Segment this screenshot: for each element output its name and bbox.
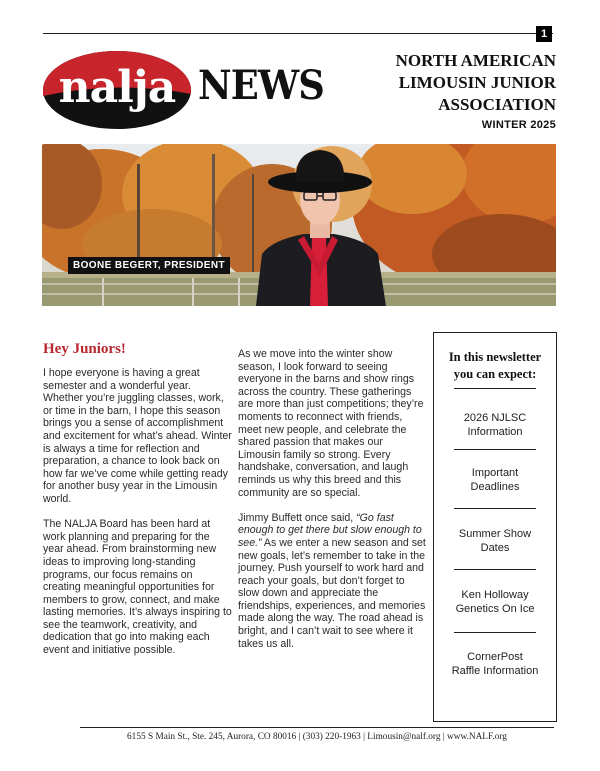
article-column-1 [43,367,233,669]
top-rule [43,33,553,34]
photo-caption: BOONE BEGERT, PRESIDENT [68,257,230,274]
article-greeting: Hey Juniors! [43,341,126,357]
contents-item-line: Ken Holloway [461,589,529,601]
paragraph: The NALJA Board has been hard at work planning and preparing for the year ahead. From brainstorming new ideas to improving long-standing programs, our focus remains on creating meaningful opportunities for members to grow, connect, and make lasting memories. It’s always inspiring to see the teamwork, creativity, and dedication that go into making each event and initiative possible. [43,518,232,657]
paragraph: As we move into the winter show season, I look forward to seeing everyone in the barns and show rings across the country. These gatherings are more than just competitions; they’re moments to reconnect with friends, meet new people, and celebrate the shared passion that makes our Limousin family so strong. Every handshake, conversation, and laugh reminds us why this breed and this community are so special. [238,348,424,499]
contents-title [434,349,556,383]
contents-item-line: Genetics On Ice [455,603,535,615]
contents-item-line: Raffle Information [451,665,539,677]
paragraph-rest: As we enter a new season and set new goals, let’s remember to take in the journey. Push yourself to work hard and reach your goals, but don’t forget to slow down and appreciate the friendships, experiences, and memories made along the way. The road ahead is bright, and I can’t wait to see where it takes us all. [238,536,426,650]
issue-label: WINTER 2025 [481,119,556,131]
page-number: 1 [536,26,552,42]
org-line-1: NORTH AMERICAN [395,51,556,70]
contents-item-line: Information [467,426,523,438]
contents-item-line: Summer Show [458,528,532,540]
paragraph-lead: Jimmy Buffett once said, [238,511,357,524]
contents-item-line: CornerPost [467,651,523,663]
footer-rule [80,727,554,728]
paragraph [238,512,426,651]
contents-item-line: Deadlines [470,481,520,493]
logo-wordmark: nalja [58,62,176,113]
divider [454,569,536,570]
newsletter-contents-box [433,332,557,722]
contents-item-line: Dates [480,542,510,554]
divider [454,508,536,509]
contents-item [434,650,556,678]
footer-contact: 6155 S Main St., Ste. 245, Aurora, CO 80016 | (303) 220-1963 | Limousin@nalf.org | www.NALF.org [127,732,507,742]
contents-item-line: Important [471,467,519,479]
masthead-news: NEWS [198,62,324,109]
contents-title-line: In this newsletter [448,350,542,364]
contents-item [434,527,556,555]
article-column-2 [238,348,426,663]
buffett-quote: “Go fast enough to get there but slow enough to see.” [238,511,422,549]
contents-item-line: 2026 NJLSC [463,412,527,424]
org-line-2: LIMOUSIN JUNIOR [398,73,556,92]
org-name [386,50,556,116]
contents-title-line: you can expect: [453,367,537,381]
contents-item [434,466,556,494]
org-line-3: ASSOCIATION [438,95,556,114]
contents-item [434,411,556,439]
divider [454,388,536,389]
nalja-logo [42,50,192,130]
divider [454,449,536,450]
contents-item [434,588,556,616]
paragraph: I hope everyone is having a great semester and a wonderful year. Whether you’re juggling classes, work, or time in the barn, I hope this season brings you a sense of accomplishment and excitement for what’s ahead. Winter is always a time for reflection and preparation, a chance to look back on how far we’ve come while getting ready for another busy year in the Limousin world. [43,367,232,505]
president-photo [42,144,556,306]
divider [454,632,536,633]
